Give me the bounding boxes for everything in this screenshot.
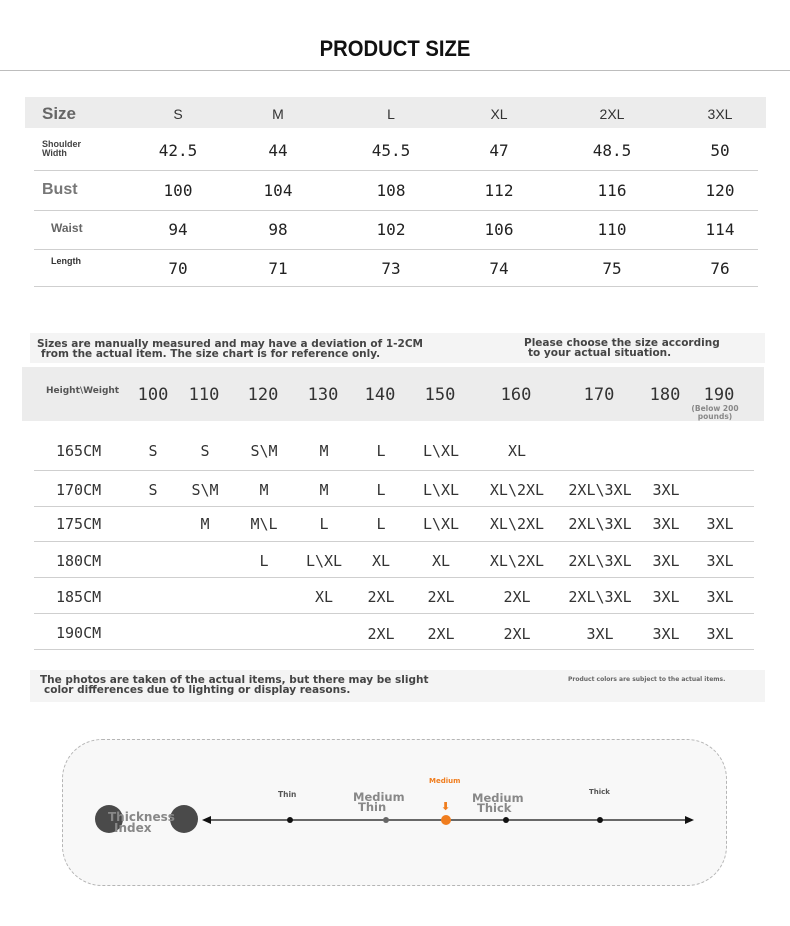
height-label: 165CM (56, 442, 102, 460)
table-cell: 3XL (706, 588, 734, 606)
thickness-index-label-2: Index (114, 821, 152, 835)
table-cell: 75 (602, 259, 622, 278)
table-cell: XL (431, 552, 451, 570)
height-label: 190CM (56, 624, 102, 642)
table-cell: 98 (268, 220, 288, 239)
table-cell: XL\2XL (489, 552, 545, 570)
weight-col: 130 (307, 385, 339, 405)
weight-col: 180 (649, 385, 681, 405)
scale-dot-thin (287, 817, 293, 823)
table-cell: 104 (263, 181, 293, 200)
height-label: 180CM (56, 552, 102, 570)
table-cell: 102 (376, 220, 406, 239)
table-cell: 3XL (652, 588, 680, 606)
table-cell: 71 (268, 259, 288, 278)
table-cell: 2XL\3XL (568, 552, 632, 570)
size-col-l: L (387, 106, 395, 122)
table-cell: 47 (489, 141, 509, 160)
table-cell: 74 (489, 259, 509, 278)
arrow-down-icon: ⬇ (441, 800, 451, 813)
table-cell: 2XL (427, 588, 455, 606)
table-cell: 2XL (503, 588, 531, 606)
height-label: 175CM (56, 515, 102, 533)
table-cell: 110 (597, 220, 627, 239)
weight-col: 120 (247, 385, 279, 405)
table-cell: 94 (168, 220, 188, 239)
table-cell: 100 (163, 181, 193, 200)
size-col-s: S (173, 106, 183, 122)
table-row (34, 542, 754, 578)
table-cell: L (259, 552, 269, 570)
label-thin: Thin (278, 790, 297, 799)
table-cell: 116 (597, 181, 627, 200)
table-cell: 2XL (367, 588, 395, 606)
table-cell: 73 (381, 259, 401, 278)
label-medium-thick-2: Thick (477, 801, 512, 815)
table-cell: M (319, 442, 329, 460)
height-label: 170CM (56, 481, 102, 499)
table-cell: 45.5 (371, 141, 411, 160)
choose-note-line2: to your actual situation. (528, 347, 672, 359)
weight-col: 190 (703, 385, 735, 405)
table-cell: 50 (710, 141, 730, 160)
size-header-label: Size (42, 104, 77, 123)
label-medium-thin-2: Thin (358, 800, 387, 814)
table-cell: XL (314, 588, 334, 606)
table-cell: L (376, 515, 386, 533)
row-label-waist: Waist (51, 221, 83, 235)
thickness-index-label-1: Thickness (108, 810, 175, 824)
table-cell: L (376, 442, 386, 460)
right-arrow-icon (685, 816, 694, 824)
table-cell: 3XL (706, 515, 734, 533)
scale-dot-medium-thin (383, 817, 389, 823)
scale-dot-medium-thick (503, 817, 509, 823)
table-cell: 2XL\3XL (568, 515, 632, 533)
table-cell: 3XL (706, 625, 734, 643)
colors-note: Product colors are subject to the actual items. (568, 676, 726, 683)
table-cell: 76 (710, 259, 730, 278)
table-cell: 3XL (652, 625, 680, 643)
table-cell: 2XL\3XL (568, 481, 632, 499)
table-cell: 70 (168, 259, 188, 278)
table-cell: 3XL (586, 625, 614, 643)
table-cell: S\M (250, 442, 278, 460)
table-cell: XL (507, 442, 527, 460)
table-cell: L (319, 515, 329, 533)
height-weight-label: Height\Weight (46, 386, 120, 396)
table-cell: 120 (705, 181, 735, 200)
row-label-bust: Bust (42, 181, 78, 198)
table-cell: XL\2XL (489, 481, 545, 499)
table-cell: 106 (484, 220, 514, 239)
weight-col: 150 (424, 385, 456, 405)
scale-dot-thick (597, 817, 603, 823)
table-cell: L\XL (305, 552, 343, 570)
table-cell: 2XL (367, 625, 395, 643)
table-cell: 2XL (503, 625, 531, 643)
table-cell: 108 (376, 181, 406, 200)
table-cell: 112 (484, 181, 514, 200)
size-col-xl: XL (490, 106, 508, 122)
table-cell: 114 (705, 220, 735, 239)
table-row (34, 471, 754, 507)
table-cell: S\M (191, 481, 219, 499)
label-medium-thin-1: Medium (353, 790, 405, 804)
measure-note-line2: from the actual item. The size chart is for reference only. (41, 348, 381, 360)
left-arrow-icon (202, 816, 211, 824)
table-cell: L\XL (422, 515, 460, 533)
table-cell: 3XL (652, 552, 680, 570)
table-row (34, 578, 754, 614)
label-selected: Medium (429, 777, 461, 785)
row-label-shoulder-width: Shoulder Width (42, 139, 82, 158)
table-cell: M (200, 515, 210, 533)
table-cell: 3XL (652, 515, 680, 533)
table-cell: M (319, 481, 329, 499)
weight-col: 100 (137, 385, 169, 405)
size-col-m: M (272, 106, 284, 122)
table-cell: S (148, 481, 158, 499)
table-row (34, 614, 754, 650)
photo-note-line1: The photos are taken of the actual items, but there may be slight (40, 674, 429, 686)
weight-col: 170 (583, 385, 615, 405)
weight-col: 160 (500, 385, 532, 405)
table-cell: L\XL (422, 481, 460, 499)
table-cell: L\XL (422, 442, 460, 460)
label-medium-thick-1: Medium (472, 791, 524, 805)
table-row (34, 507, 754, 542)
table-cell: 48.5 (592, 141, 632, 160)
weight-col: 140 (364, 385, 396, 405)
table-cell: S (200, 442, 210, 460)
measure-note-line1: Sizes are manually measured and may have a deviation of 1-2CM (37, 338, 423, 350)
table-cell: M\L (250, 515, 278, 533)
table-cell: 2XL\3XL (568, 588, 632, 606)
table-cell: XL (371, 552, 391, 570)
table-cell: 2XL (427, 625, 455, 643)
weight-col: 110 (188, 385, 220, 405)
page-title: PRODUCT SIZE (319, 36, 471, 61)
weight-limit-note: (Below 200 pounds) (691, 404, 739, 421)
height-label: 185CM (56, 588, 102, 606)
table-cell: 3XL (706, 552, 734, 570)
label-thick: Thick (589, 788, 610, 796)
size-col-2xl: 2XL (599, 106, 625, 122)
table-cell: XL\2XL (489, 515, 545, 533)
row-label-length: Length (51, 256, 81, 266)
table-cell: M (259, 481, 269, 499)
scale-dot-selected (441, 815, 451, 825)
table-cell: 42.5 (158, 141, 198, 160)
table-cell: 3XL (652, 481, 680, 499)
table-cell: 44 (268, 141, 288, 160)
photo-note-line2: color differences due to lighting or display reasons. (44, 684, 351, 696)
table-row (34, 432, 754, 471)
choose-note-line1: Please choose the size according (524, 337, 720, 349)
size-col-3xl: 3XL (707, 106, 733, 122)
table-cell: S (148, 442, 158, 460)
table-cell: L (376, 481, 386, 499)
